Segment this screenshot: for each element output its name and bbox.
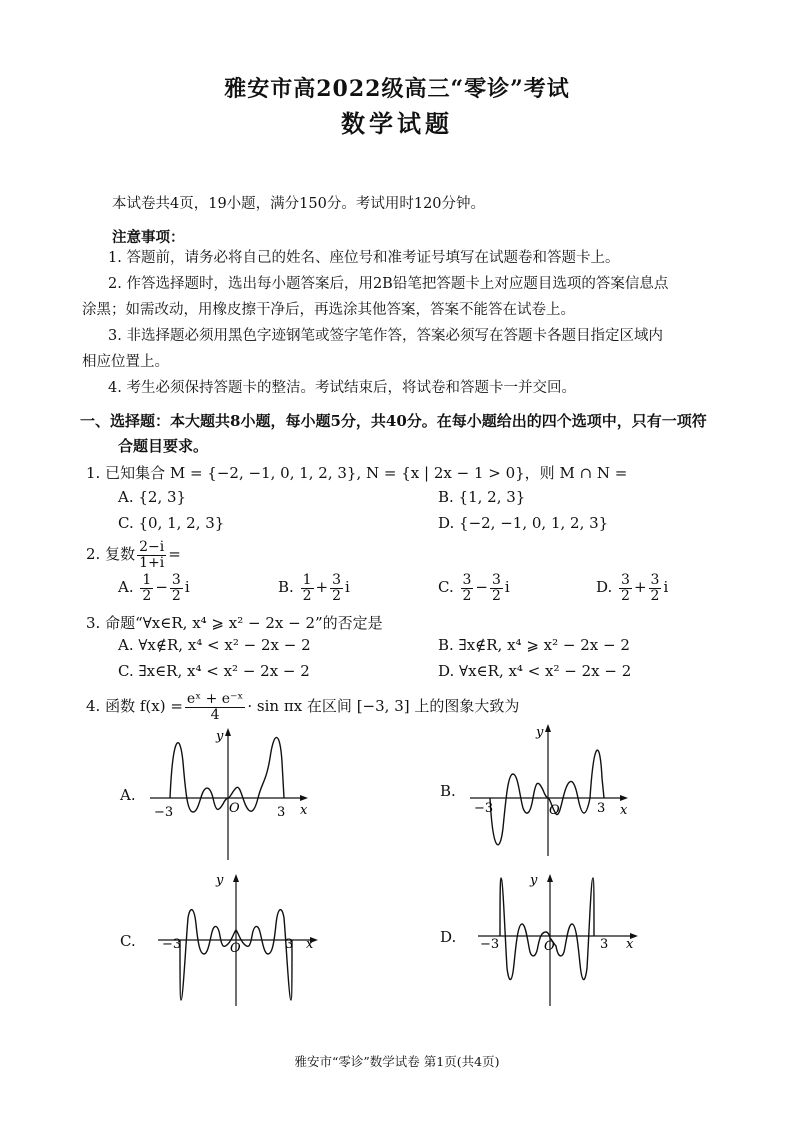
- graph-a-pos3: 3: [277, 805, 286, 820]
- graph-b-origin: O: [549, 803, 560, 818]
- question-2-option-c: C. $\frac{3}{2}$ − $\frac{3}{2}$ i: [438, 572, 510, 604]
- graph-c-origin: O: [230, 941, 241, 956]
- question-2-num: 2. 复数: [86, 545, 136, 564]
- graph-d-x-label: x: [626, 937, 634, 952]
- graph-d: [470, 868, 650, 1008]
- question-1-option-a: A. {2, 3}: [118, 488, 187, 506]
- question-3-stem: 3. 命题“∀x∈R, x⁴ ⩾ x² − 2x − 2”的否定是: [86, 614, 383, 632]
- graph-d-neg3: −3: [480, 937, 500, 952]
- note-2a: 2. 作答选择题时，选出每小题答案后，用2B铅笔把答题卡上对应题目选项的答案信息点: [108, 276, 669, 292]
- note-3a: 3. 非选择题必须用黑色字迹钢笔或签字笔作答，答案必须写在答题卡各题目指定区域内: [108, 328, 663, 344]
- graph-a-origin: O: [229, 801, 240, 816]
- question-4-option-a: A.: [120, 786, 136, 804]
- question-3-option-a: A. ∀x∉R, x⁴ < x² − 2x − 2: [118, 636, 311, 654]
- question-2-option-d: D. $\frac{3}{2}$ + $\frac{3}{2}$ i: [596, 572, 669, 604]
- graph-a-x-label: x: [300, 803, 308, 818]
- question-4-stem: 4. 函数 f(x) = $\frac{\text{eˣ + e⁻ˣ}}{4}$ · sin πx 在区间 [−3, 3] 上的图象大致为: [86, 691, 520, 723]
- question-3-option-b: B. ∃x∉R, x⁴ ⩾ x² − 2x − 2: [438, 636, 630, 654]
- graph-b-x-label: x: [620, 803, 628, 818]
- exam-title: 雅安市高2022级高三“零诊”考试: [224, 76, 570, 102]
- question-2-fraction: $\frac{2-i}{1+i}$: [139, 539, 165, 571]
- question-3-option-c: C. ∃x∈R, x⁴ < x² − 2x − 2: [118, 662, 310, 680]
- graph-b: [460, 718, 640, 858]
- graph-c-neg3: −3: [162, 937, 182, 952]
- question-2-stem: 2. 复数 $\frac{2-i}{1+i}$ =: [86, 539, 181, 571]
- section-1-heading-cont: 合题目要求。: [118, 437, 209, 455]
- graph-a-neg3: −3: [154, 805, 174, 820]
- question-3-option-d: D. ∀x∈R, x⁴ < x² − 2x − 2: [438, 662, 632, 680]
- question-4-option-b: B.: [440, 782, 456, 800]
- question-1-option-d: D. {−2, −1, 0, 1, 2, 3}: [438, 514, 609, 532]
- page-footer: 雅安市“零诊”数学试卷 第1页(共4页): [294, 1054, 500, 1069]
- question-4-option-c: C.: [120, 932, 136, 950]
- question-2-option-b: B. $\frac{1}{2}$ + $\frac{3}{2}$ i: [278, 572, 350, 604]
- question-1-stem: 1. 已知集合 M = {−2, −1, 0, 1, 2, 3}, N = {x | 2x − 1 > 0}，则 M ∩ N =: [86, 464, 628, 482]
- graph-b-pos3: 3: [597, 801, 606, 816]
- graph-a-y-label: y: [216, 729, 224, 744]
- question-4-fraction: $\frac{\text{eˣ + e⁻ˣ}}{4}$: [186, 691, 244, 723]
- section-1-heading: 一、选择题：本大题共8小题，每小题5分，共40分。在每小题给出的四个选项中，只有一项符: [80, 412, 707, 430]
- question-4-option-d: D.: [440, 928, 457, 946]
- graph-b-y-label: y: [536, 725, 544, 740]
- graph-b-neg3: −3: [474, 801, 494, 816]
- intro-text: 本试卷共4页，19小题，满分150分。考试用时120分钟。: [112, 196, 486, 212]
- graph-d-y-label: y: [530, 873, 538, 888]
- note-2b: 涂黑；如需改动，用橡皮擦干净后，再选涂其他答案，答案不能答在试卷上。: [82, 302, 575, 318]
- note-3b: 相应位置上。: [82, 354, 169, 370]
- note-4: 4. 考生必须保持答题卡的整洁。考试结束后，将试卷和答题卡一并交回。: [108, 380, 576, 396]
- question-1-option-c: C. {0, 1, 2, 3}: [118, 514, 225, 532]
- graph-c: [150, 868, 330, 1008]
- graph-d-pos3: 3: [600, 937, 609, 952]
- graph-c-x-label: x: [306, 937, 314, 952]
- graph-c-pos3: 3: [285, 937, 294, 952]
- notes-heading: 注意事项：: [112, 229, 185, 246]
- question-2-option-a: A. $\frac{1}{2}$ − $\frac{3}{2}$ i: [118, 572, 190, 604]
- graph-a: [140, 722, 320, 862]
- note-1: 1. 答题前，请务必将自己的姓名、座位号和准考证号填写在试题卷和答题卡上。: [108, 250, 620, 266]
- question-1-option-b: B. {1, 2, 3}: [438, 488, 526, 506]
- graph-c-y-label: y: [216, 873, 224, 888]
- graph-d-origin: O: [544, 939, 555, 954]
- exam-subtitle: 数学试题: [341, 109, 453, 138]
